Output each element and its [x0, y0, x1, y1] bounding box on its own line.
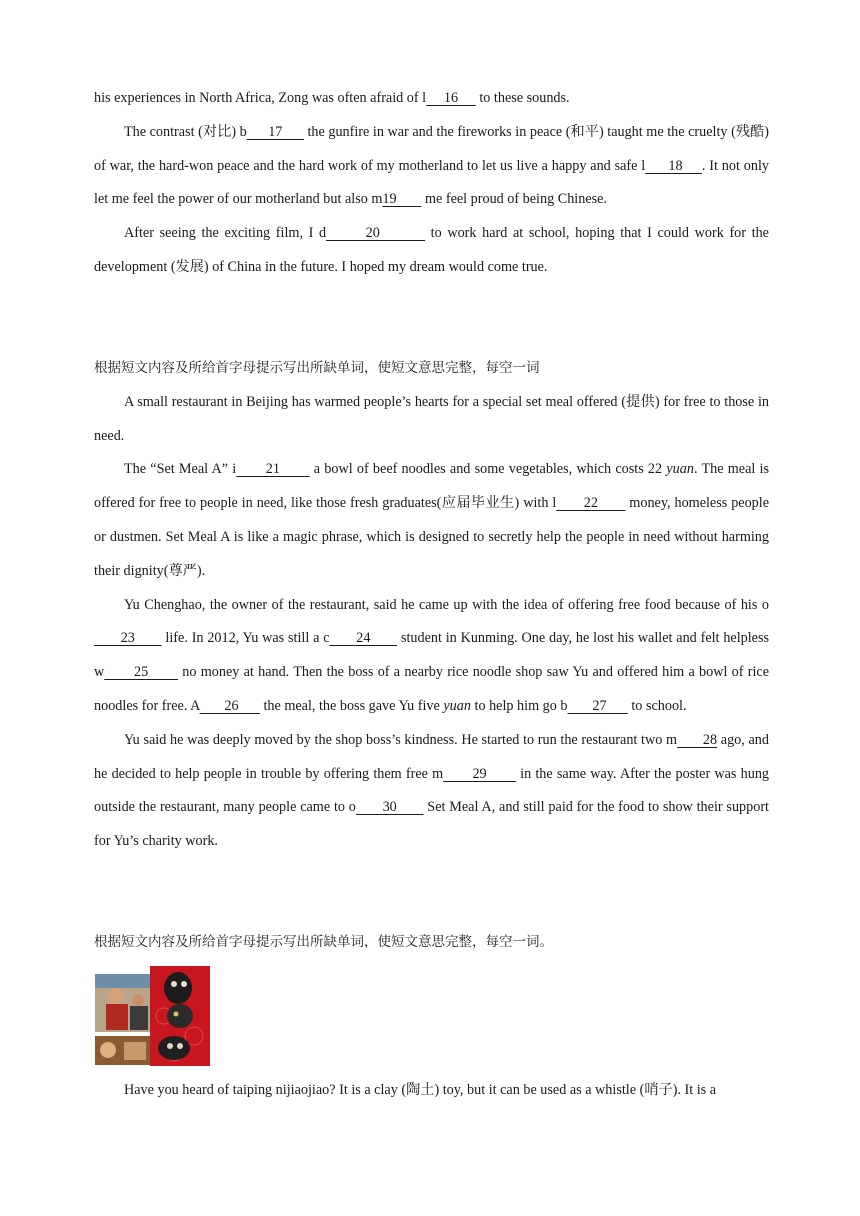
- text: in the same way. After the poster was hung outside the restaurant, many people came to o: [94, 765, 770, 816]
- text: Yu said he was deeply moved by the shop boss’s kindness. He started to run the restaurant two m: [124, 731, 678, 748]
- paragraph: A small restaurant in Beijing has warmed people’s hearts for a special set meal offered (提供) for free to those in need.: [94, 393, 769, 444]
- blank-17: 17: [246, 123, 304, 140]
- text: . The meal is offered for free to people in need, like those fresh graduates(应届毕业生) with l: [94, 461, 769, 512]
- paragraph: [94, 724, 769, 859]
- text: ago, and he decided to help people in trouble by offering them free m: [94, 731, 769, 782]
- text: Set Meal A, and still paid for the food to show their support for Yu’s charity work.: [94, 799, 769, 850]
- clay-toy-photo: [94, 966, 210, 1066]
- section-instruction: 根据短文内容及所给首字母提示写出所缺单词，使短文意思完整，每空一词: [94, 360, 540, 376]
- paragraph: Have you heard of taiping nijiaojiao? It is a clay (陶土) toy, but it can be used as a whistle (哨子). It is a: [124, 1082, 717, 1098]
- blank-22: 22: [556, 495, 626, 512]
- blank-25: 25: [104, 664, 179, 681]
- paragraph: [94, 116, 769, 217]
- text-italic: yuan: [443, 697, 471, 714]
- text: After seeing the exciting film, I d: [124, 225, 327, 242]
- text: a bowl of beef noodles and some vegetables, which costs 22: [309, 461, 667, 478]
- text: me feel proud of being Chinese.: [421, 191, 607, 208]
- blank-20: 20: [326, 225, 426, 242]
- blank-24: 24: [329, 630, 398, 647]
- blank-21: 21: [236, 461, 310, 478]
- paragraph: [94, 217, 769, 285]
- text: student in Kunming. One day, he lost his wallet and felt helpless w: [94, 630, 770, 681]
- blank-28: 28: [677, 731, 718, 748]
- blank-30: 30: [355, 799, 424, 816]
- passage-1: [94, 82, 769, 285]
- blank-19: 19: [382, 191, 422, 208]
- text: his experiences in North Africa, Zong was often afraid of l: [94, 90, 427, 106]
- text: the meal, the boss gave Yu five: [259, 697, 444, 714]
- paragraph: [94, 82, 769, 116]
- passage-2: [94, 352, 769, 859]
- blank-29: 29: [443, 765, 516, 782]
- text: to help him go b: [470, 697, 568, 714]
- passage-3: [94, 1074, 769, 1108]
- section-instruction: 根据短文内容及所给首字母提示写出所缺单词，使短文意思完整，每空一词。: [94, 934, 553, 950]
- blank-26: 26: [199, 697, 260, 714]
- text: no money at hand. Then the boss of a nearby rice noodle shop saw Yu and offered him a bowl of rice noodles for free. A: [94, 664, 769, 714]
- blank-16: 16: [426, 90, 476, 106]
- passage-3-header: [94, 926, 769, 960]
- text-italic: yuan: [666, 461, 694, 478]
- text: The “Set Meal A” i: [124, 461, 237, 478]
- text: life. In 2012, Yu was still a c: [161, 630, 330, 647]
- text: money, homeless people or dustmen. Set Meal A is like a magic phrase, which is designed to secretly help the people in need without harming their dignity(尊严).: [94, 495, 770, 579]
- text: . It not only let me feel the power of our motherland but also m: [94, 157, 769, 208]
- paragraph: [94, 589, 769, 724]
- text: Yu Chenghao, the owner of the restaurant, said he came up with the idea of offering free food because of his o: [124, 596, 769, 613]
- paragraph: [94, 453, 769, 588]
- text: The contrast (对比) b: [124, 123, 247, 140]
- blank-18: 18: [645, 157, 702, 174]
- text: to work hard at school, hoping that I could work for the development (发展) of China in the future. I hoped my dream would come true.: [94, 225, 769, 275]
- blank-23: 23: [94, 630, 162, 647]
- text: to these sounds.: [475, 90, 570, 106]
- blank-27: 27: [567, 697, 628, 714]
- text: the gunfire in war and the fireworks in peace (和平) taught me the cruelty (残酷) of war, the hard-won peace and the hard work of my motherland to let us live a happy and safe l: [94, 123, 769, 174]
- text: to school.: [627, 697, 687, 714]
